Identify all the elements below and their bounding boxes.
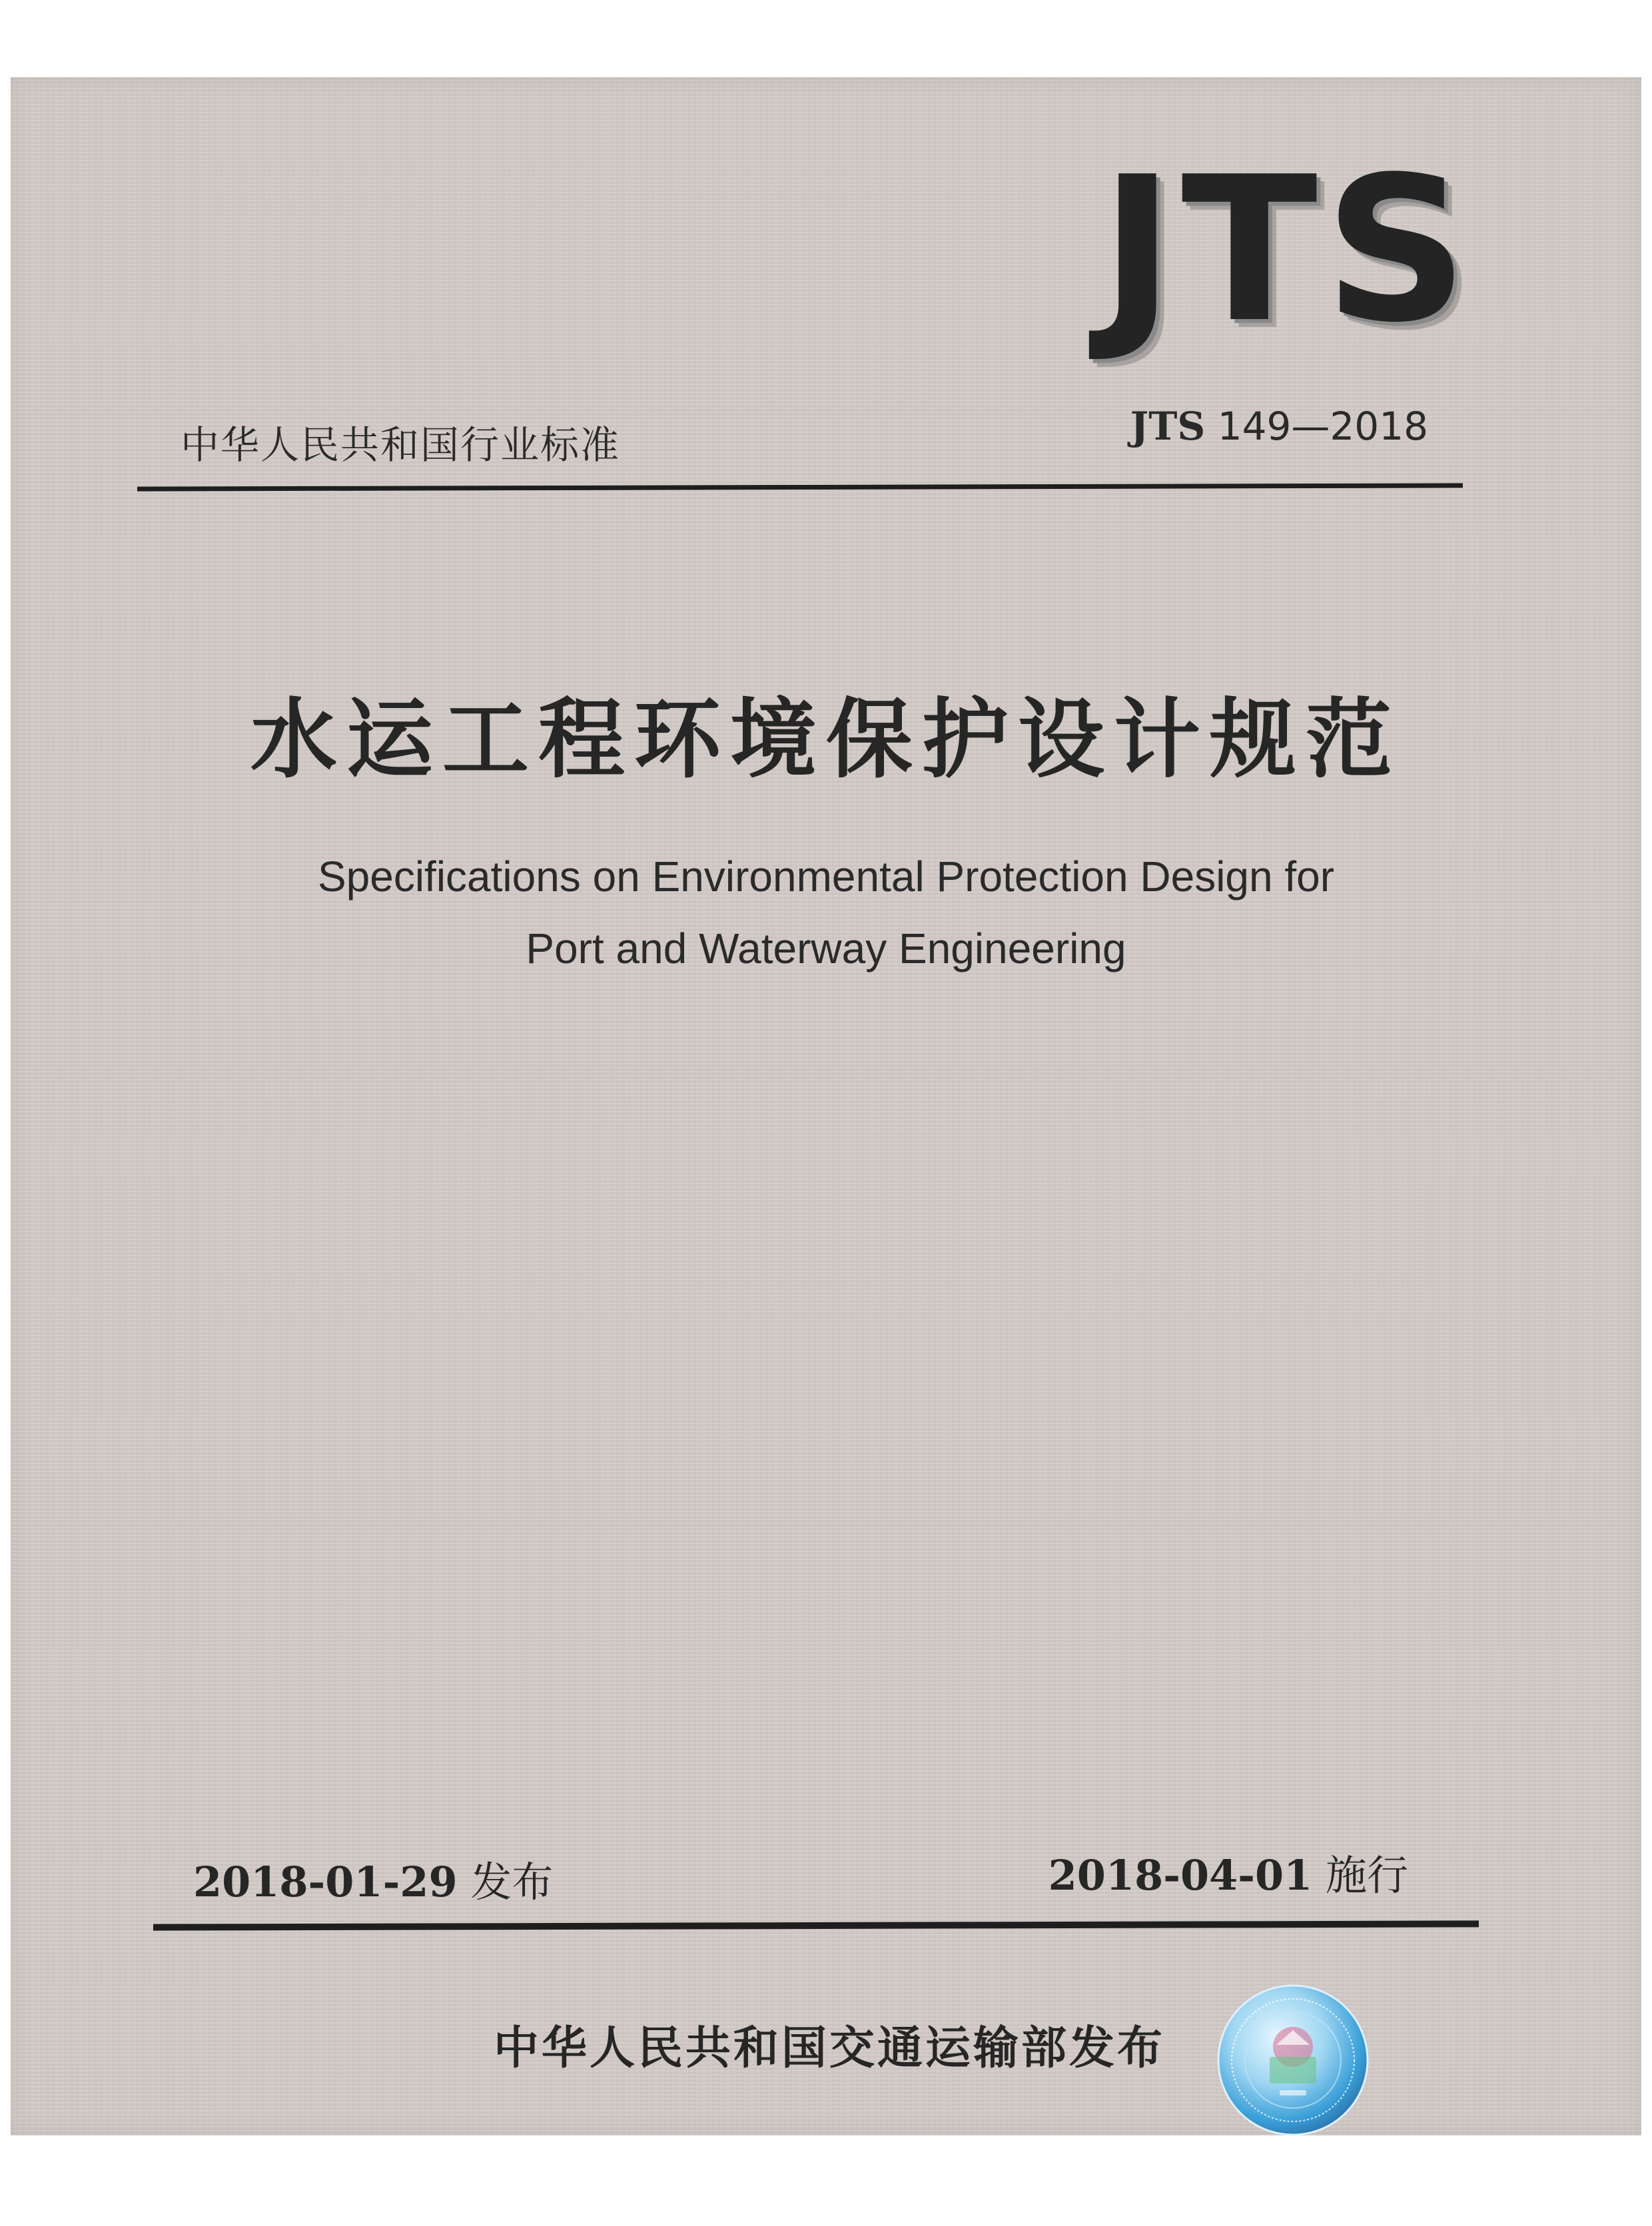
effective-date-value: 2018-04-01: [1048, 1851, 1313, 1900]
title-english-line-2: Port and Waterway Engineering: [526, 925, 1126, 972]
bottom-divider: [153, 1920, 1479, 1930]
title-chinese: 水运工程环境保护设计规范: [250, 689, 1402, 790]
issue-date: [193, 1849, 553, 1908]
standard-category: 中华人民共和国行业标准: [181, 422, 621, 468]
title-english-line-1: Specifications on Environmental Protection Design for: [317, 853, 1335, 901]
standard-code: [1130, 404, 1428, 449]
jts-logo: JTS: [1100, 134, 1475, 366]
effective-date-label: 施行: [1325, 1851, 1408, 1900]
top-divider: [137, 483, 1463, 491]
issue-date-label: 发布: [470, 1858, 554, 1906]
hologram-seal-icon: [1216, 1984, 1370, 2137]
effective-date: [1048, 1842, 1408, 1902]
standard-code-prefix: JTS: [1130, 404, 1206, 449]
standard-code-number: 149—2018: [1217, 404, 1428, 449]
title-english: [11, 841, 1641, 984]
issue-date-value: 2018-01-29: [193, 1858, 458, 1906]
book-cover: [11, 77, 1641, 2135]
publisher: 中华人民共和国交通运输部发布: [494, 2022, 1166, 2075]
